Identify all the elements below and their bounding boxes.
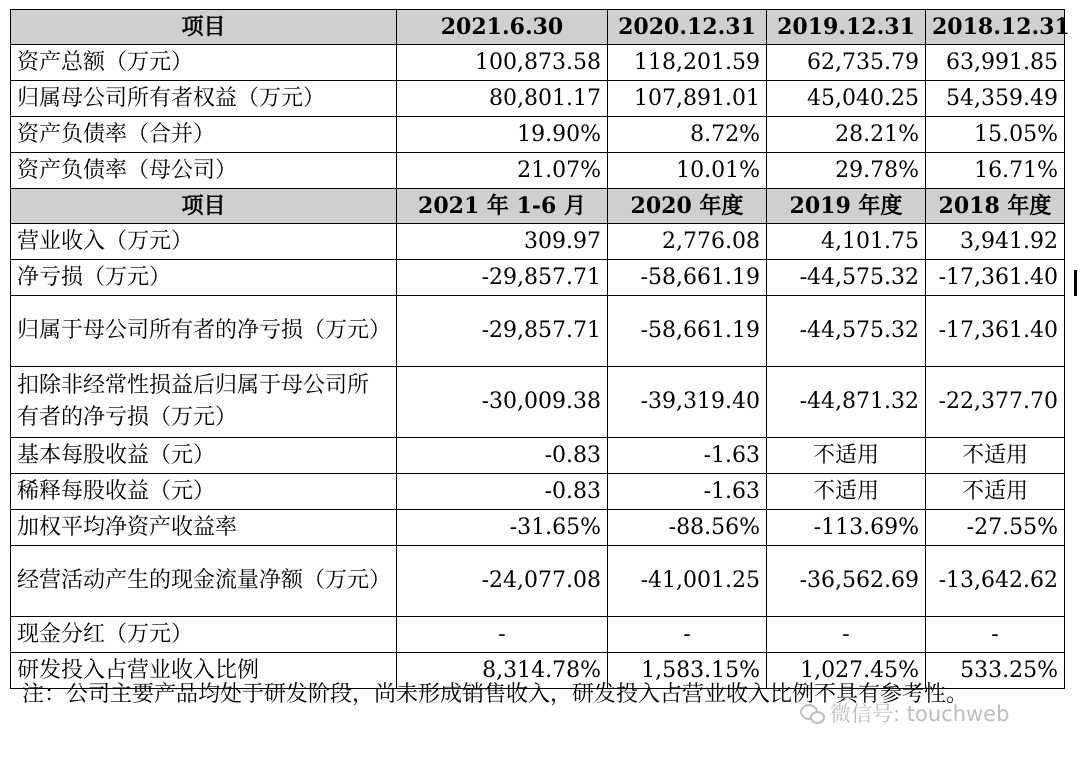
cell-value: 28.21% — [767, 117, 926, 153]
cell-value: 54,359.49 — [926, 81, 1065, 117]
header-cell: 项目 — [11, 189, 397, 224]
page-edge-marker — [1074, 270, 1077, 296]
table-row — [11, 474, 1065, 510]
header-cell: 2021 年 1-6 月 — [397, 189, 608, 224]
wechat-watermark — [800, 698, 1009, 728]
row-label: 资产总额（万元） — [11, 45, 397, 81]
cell-value: -0.83 — [397, 438, 608, 474]
header-cell: 2018 年度 — [926, 189, 1065, 224]
row-label: 扣除非经常性损益后归属于母公司所有者的净亏损（万元） — [11, 367, 397, 438]
table-footnote: 注：公司主要产品均处于研发阶段，尚未形成销售收入，研发投入占营业收入比例不具有参考性。 — [22, 682, 969, 707]
cell-value: -1.63 — [608, 474, 767, 510]
row-label: 净亏损（万元） — [11, 260, 397, 296]
cell-value: 8,314.78% — [397, 653, 608, 689]
cell-value: -39,319.40 — [608, 367, 767, 438]
cell-value: 100,873.58 — [397, 45, 608, 81]
cell-value: 107,891.01 — [608, 81, 767, 117]
cell-value: - — [926, 617, 1065, 653]
cell-value: 118,201.59 — [608, 45, 767, 81]
wechat-icon — [800, 702, 824, 724]
table-row — [11, 510, 1065, 546]
cell-value: -17,361.40 — [926, 260, 1065, 296]
cell-value: -58,661.19 — [608, 260, 767, 296]
cell-value: 29.78% — [767, 153, 926, 189]
row-label: 加权平均净资产收益率 — [11, 510, 397, 546]
cell-value: -58,661.19 — [608, 296, 767, 367]
cell-value: 63,991.85 — [926, 45, 1065, 81]
table-row — [11, 224, 1065, 260]
table-row — [11, 45, 1065, 81]
table-row — [11, 153, 1065, 189]
cell-value: 1,583.15% — [608, 653, 767, 689]
table-header-income — [11, 189, 1065, 224]
row-label: 基本每股收益（元） — [11, 438, 397, 474]
cell-value: 1,027.45% — [767, 653, 926, 689]
cell-value: -24,077.08 — [397, 546, 608, 617]
cell-value: -17,361.40 — [926, 296, 1065, 367]
row-label: 研发投入占营业收入比例 — [11, 653, 397, 689]
cell-value: 2,776.08 — [608, 224, 767, 260]
table-row — [11, 81, 1065, 117]
cell-value: 8.72% — [608, 117, 767, 153]
cell-value: -1.63 — [608, 438, 767, 474]
cell-value: -27.55% — [926, 510, 1065, 546]
row-label: 归属于母公司所有者的净亏损（万元） — [11, 296, 397, 367]
cell-value: 309.97 — [397, 224, 608, 260]
row-label: 资产负债率（合并） — [11, 117, 397, 153]
row-label: 归属母公司所有者权益（万元） — [11, 81, 397, 117]
row-label: 经营活动产生的现金流量净额（万元） — [11, 546, 397, 617]
cell-value: -44,871.32 — [767, 367, 926, 438]
row-label: 营业收入（万元） — [11, 224, 397, 260]
cell-value: 21.07% — [397, 153, 608, 189]
cell-value: 不适用 — [767, 438, 926, 474]
cell-value: - — [397, 617, 608, 653]
row-label: 资产负债率（母公司） — [11, 153, 397, 189]
cell-value: 19.90% — [397, 117, 608, 153]
table-row — [11, 546, 1065, 617]
table-row — [11, 260, 1065, 296]
cell-value: -44,575.32 — [767, 260, 926, 296]
cell-value: 80,801.17 — [397, 81, 608, 117]
watermark-text: 微信号: touchweb — [830, 702, 1010, 726]
cell-value: 533.25% — [926, 653, 1065, 689]
cell-value: -44,575.32 — [767, 296, 926, 367]
header-cell: 项目 — [11, 10, 397, 45]
header-cell: 2019.12.31 — [767, 10, 926, 45]
cell-value: -29,857.71 — [397, 296, 608, 367]
table-row — [11, 117, 1065, 153]
header-cell: 2021.6.30 — [397, 10, 608, 45]
header-cell: 2019 年度 — [767, 189, 926, 224]
cell-value: -36,562.69 — [767, 546, 926, 617]
cell-value: 15.05% — [926, 117, 1065, 153]
cell-value: -13,642.62 — [926, 546, 1065, 617]
table-row — [11, 617, 1065, 653]
cell-value: -22,377.70 — [926, 367, 1065, 438]
cell-value: 4,101.75 — [767, 224, 926, 260]
cell-value: -88.56% — [608, 510, 767, 546]
table-header-balance — [11, 10, 1065, 45]
cell-value: 不适用 — [926, 474, 1065, 510]
table-row — [11, 367, 1065, 438]
header-cell: 2018.12.31 — [926, 10, 1065, 45]
cell-value: -31.65% — [397, 510, 608, 546]
cell-value: -0.83 — [397, 474, 608, 510]
row-label: 现金分红（万元） — [11, 617, 397, 653]
cell-value: - — [608, 617, 767, 653]
cell-value: -41,001.25 — [608, 546, 767, 617]
row-label: 稀释每股收益（元） — [11, 474, 397, 510]
cell-value: 3,941.92 — [926, 224, 1065, 260]
cell-value: -29,857.71 — [397, 260, 608, 296]
cell-value: - — [767, 617, 926, 653]
cell-value: 不适用 — [926, 438, 1065, 474]
header-cell: 2020 年度 — [608, 189, 767, 224]
cell-value: -113.69% — [767, 510, 926, 546]
cell-value: 10.01% — [608, 153, 767, 189]
cell-value: -30,009.38 — [397, 367, 608, 438]
table-row — [11, 296, 1065, 367]
header-cell: 2020.12.31 — [608, 10, 767, 45]
financial-table — [10, 9, 1070, 689]
cell-value: 45,040.25 — [767, 81, 926, 117]
table-row — [11, 438, 1065, 474]
cell-value: 不适用 — [767, 474, 926, 510]
cell-value: 62,735.79 — [767, 45, 926, 81]
cell-value: 16.71% — [926, 153, 1065, 189]
